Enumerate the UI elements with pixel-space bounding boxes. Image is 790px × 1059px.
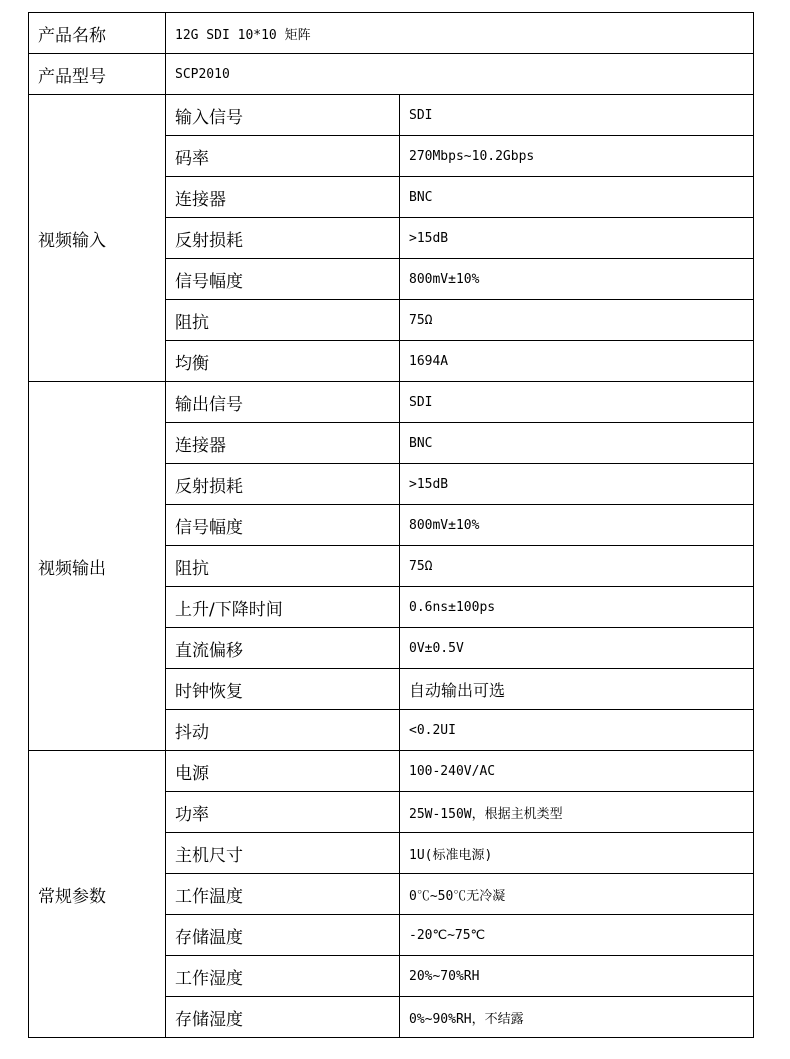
table-row xyxy=(29,95,754,136)
param-value: >15dB xyxy=(400,218,754,259)
group-title-video-input: 视频输入 xyxy=(29,95,166,382)
table-row-product-name xyxy=(29,13,754,54)
param-value: 75Ω xyxy=(400,546,754,587)
param-name: 功率 xyxy=(166,792,400,833)
param-name: 工作湿度 xyxy=(166,956,400,997)
param-name: 时钟恢复 xyxy=(166,669,400,710)
table-row xyxy=(29,751,754,792)
param-value: 800mV±10% xyxy=(400,259,754,300)
param-name: 均衡 xyxy=(166,341,400,382)
param-name: 信号幅度 xyxy=(166,259,400,300)
param-value: BNC xyxy=(400,423,754,464)
param-name: 连接器 xyxy=(166,423,400,464)
param-name: 反射损耗 xyxy=(166,218,400,259)
param-value: 自动输出可选 xyxy=(400,669,754,710)
param-value: <0.2UI xyxy=(400,710,754,751)
table-row xyxy=(29,382,754,423)
param-value: 20%~70%RH xyxy=(400,956,754,997)
param-value: 0%~90%RH，不结露 xyxy=(400,997,754,1038)
param-value: -20℃~75℃ xyxy=(400,915,754,956)
param-name: 阻抗 xyxy=(166,546,400,587)
param-name: 连接器 xyxy=(166,177,400,218)
param-name: 抖动 xyxy=(166,710,400,751)
param-value: 270Mbps~10.2Gbps xyxy=(400,136,754,177)
product-name-label: 产品名称 xyxy=(29,13,166,54)
product-model-label: 产品型号 xyxy=(29,54,166,95)
param-value: 0V±0.5V xyxy=(400,628,754,669)
param-value: 25W-150W，根据主机类型 xyxy=(400,792,754,833)
param-value: 75Ω xyxy=(400,300,754,341)
param-name: 主机尺寸 xyxy=(166,833,400,874)
param-name: 存储温度 xyxy=(166,915,400,956)
param-value: 800mV±10% xyxy=(400,505,754,546)
product-model-value: SCP2010 xyxy=(166,54,754,95)
param-name: 阻抗 xyxy=(166,300,400,341)
table-row-product-model xyxy=(29,54,754,95)
param-name: 直流偏移 xyxy=(166,628,400,669)
param-value: 1U(标准电源) xyxy=(400,833,754,874)
param-name: 存储湿度 xyxy=(166,997,400,1038)
group-title-general: 常规参数 xyxy=(29,751,166,1038)
param-value: BNC xyxy=(400,177,754,218)
param-name: 输入信号 xyxy=(166,95,400,136)
param-value: 1694A xyxy=(400,341,754,382)
param-name: 码率 xyxy=(166,136,400,177)
group-title-video-output: 视频输出 xyxy=(29,382,166,751)
param-value: SDI xyxy=(400,95,754,136)
param-value: 100-240V/AC xyxy=(400,751,754,792)
spec-table xyxy=(28,12,754,1038)
param-value: 0℃~50℃无冷凝 xyxy=(400,874,754,915)
param-value: 0.6ns±100ps xyxy=(400,587,754,628)
param-name: 上升/下降时间 xyxy=(166,587,400,628)
param-name: 工作温度 xyxy=(166,874,400,915)
param-value: SDI xyxy=(400,382,754,423)
product-name-value: 12G SDI 10*10 矩阵 xyxy=(166,13,754,54)
param-value: >15dB xyxy=(400,464,754,505)
param-name: 输出信号 xyxy=(166,382,400,423)
param-name: 信号幅度 xyxy=(166,505,400,546)
param-name: 反射损耗 xyxy=(166,464,400,505)
param-name: 电源 xyxy=(166,751,400,792)
